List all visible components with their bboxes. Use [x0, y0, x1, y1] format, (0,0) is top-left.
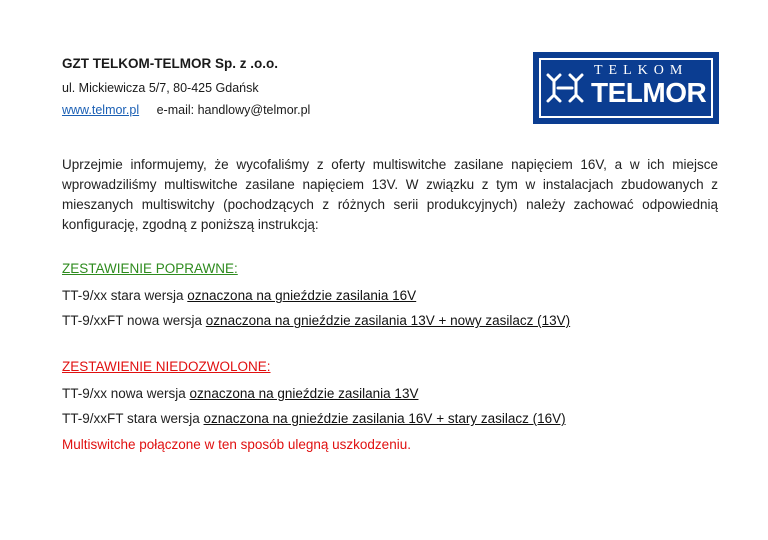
- forbidden-line-2-prefix: TT-9/xxFT stara wersja: [62, 411, 204, 426]
- company-name: GZT TELKOM-TELMOR Sp. z .o.o.: [62, 56, 278, 71]
- company-address: ul. Mickiewicza 5/7, 80-425 Gdańsk: [62, 81, 259, 95]
- forbidden-line-1-prefix: TT-9/xx nowa wersja: [62, 386, 190, 401]
- forbidden-line-1: [62, 386, 418, 401]
- correct-line-1-prefix: TT-9/xx stara wersja: [62, 288, 188, 303]
- website-link[interactable]: www.telmor.pl: [62, 103, 140, 117]
- telkom-telmor-logo: [533, 52, 719, 124]
- correct-line-1: [62, 288, 416, 303]
- correct-line-2-prefix: TT-9/xxFT nowa wersja: [62, 313, 206, 328]
- damage-warning: Multiswitche połączone w ten sposób ulegną uszkodzeniu.: [62, 437, 411, 452]
- email-text: e-mail: handlowy@telmor.pl: [156, 103, 311, 117]
- contact-line: [62, 103, 310, 117]
- forbidden-heading: ZESTAWIENIE NIEDOZWOLONE:: [62, 359, 271, 374]
- correct-line-2-highlight: oznaczona na gnieździe zasilania 13V + nowy zasilacz (13V): [205, 313, 571, 328]
- logo-main-text: TELMOR: [591, 77, 707, 108]
- forbidden-line-2: [62, 411, 566, 426]
- forbidden-line-2-highlight: oznaczona na gnieździe zasilania 16V + stary zasilacz (16V): [203, 411, 566, 426]
- forbidden-line-1-highlight: oznaczona na gnieździe zasilania 13V: [189, 386, 419, 401]
- correct-line-1-highlight: oznaczona na gnieździe zasilania 16V: [187, 288, 417, 303]
- correct-line-2: [62, 313, 570, 328]
- logo-top-text: TELKOM: [594, 63, 689, 78]
- telkom-telmor-emblem-icon: [544, 67, 586, 109]
- correct-heading: ZESTAWIENIE POPRAWNE:: [62, 261, 238, 276]
- intro-paragraph: Uprzejmie informujemy, że wycofaliśmy z oferty multiswitche zasilane napięciem 16V, a w ich miejsce wprowadziliśmy multiswitche zasilane napięciem 13V. W związku z tym w instalacjach zbudowanych z mieszanych multiswitchy (pochodzących z różnych serii produkcyjnych) należy zachować odpowiednią konfigurację, zgodną z poniższą instrukcją:: [62, 157, 718, 232]
